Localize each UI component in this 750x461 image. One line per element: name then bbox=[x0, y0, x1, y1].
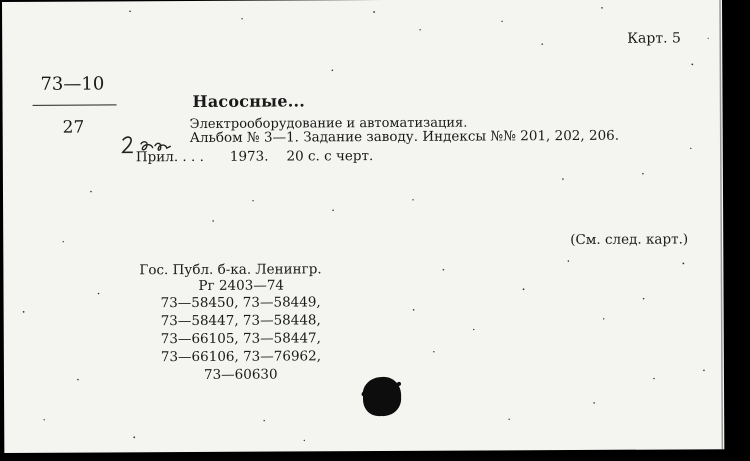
card-number: Карт. 5 bbox=[627, 30, 681, 47]
record-title: Насосные... bbox=[192, 91, 306, 112]
inventory-numbers-line: 73—66105, 73—58447, bbox=[160, 330, 321, 348]
inventory-numbers-line: 73—58450, 73—58449, bbox=[160, 294, 321, 312]
publication-year: 1973. bbox=[229, 148, 269, 165]
shelf-code: Рг 2403—74 bbox=[198, 277, 285, 294]
continued-note: (См. след. карт.) bbox=[570, 231, 689, 249]
inventory-numbers-line: 73—60630 bbox=[203, 366, 278, 383]
supplement-label: Прил. . . . bbox=[135, 148, 204, 166]
inventory-numbers-line: 73—66106, 73—76962, bbox=[160, 348, 322, 366]
album-line: Альбом № 3—1. Задание заводу. Индексы №№ 201, 202, 206. bbox=[189, 127, 620, 147]
catalog-card bbox=[2, 0, 724, 453]
record-subtitle: Электрооборудование и автоматизация. bbox=[189, 115, 468, 133]
shelf-mark-divider bbox=[33, 104, 117, 106]
publication-extent: 20 с. с черт. bbox=[286, 148, 374, 165]
publication-line bbox=[136, 150, 374, 165]
ink-blot bbox=[358, 373, 406, 421]
inventory-numbers-line: 73—58447, 73—58448, bbox=[160, 312, 321, 330]
holding-library: Гос. Публ. б-ка. Ленингр. bbox=[139, 261, 322, 279]
shelf-mark-bottom: 27 bbox=[62, 117, 85, 138]
shelf-mark-top: 73—10 bbox=[40, 73, 105, 95]
